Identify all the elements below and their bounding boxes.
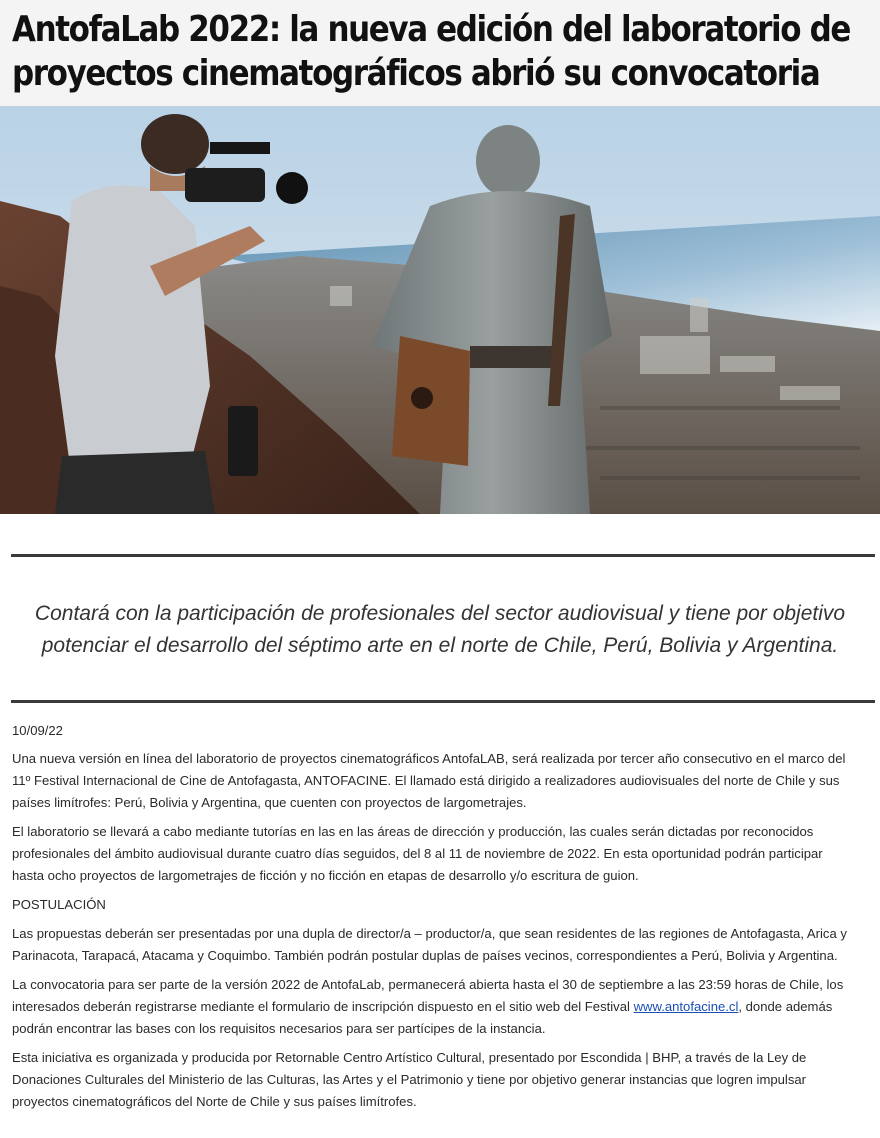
paragraph-line: Esta iniciativa es organizada y producida por Retornable Centro Artístico Cultural, presentado por Escondida | BHP, a través de la Ley de [12,1050,807,1065]
paragraph-line: La convocatoria para ser parte de la versión 2022 de AntofaLab, permanecerá abierta hasta el 30 de septiembre a las 23:59 horas de Chile, los [12,977,844,992]
paragraph-line: profesionales del ámbito audiovisual durante cuatro días seguidos, del 8 al 11 de noviembre de 2022. En esta oportunidad podrán participar [12,846,823,861]
title-bar [0,0,880,106]
line-text: , donde además [738,999,833,1014]
article-lede [12,598,868,662]
paragraph-line: proyectos cinematográficos del Norte de Chile y sus países limítrofes. [12,1094,417,1109]
article-title [12,8,851,96]
paragraph-line: podrán encontrar las bases con los requisitos necesarios para ser partícipes de la instancia. [12,1021,546,1036]
paragraph [12,974,872,1040]
paragraph-line: El laboratorio se llevará a cabo mediante tutorías en las en las áreas de dirección y producción, las cuales serán dictadas por reconocidos [12,824,814,839]
title-line: proyectos cinematográficos abrió su convocatoria [12,53,820,94]
lede-line: Contará con la participación de profesionales del sector audiovisual y tiene por objetivo [34,602,846,625]
paragraph-line: hasta ocho proyectos de largometrajes de ficción y no ficción en etapas de desarrollo y/o escritura de guion. [12,868,639,883]
lede-line: potenciar el desarrollo del séptimo arte en el norte de Chile, Perú, Bolivia y Argentina. [41,634,839,657]
paragraph [12,748,872,814]
title-line: AntofaLab 2022: la nueva edición del laboratorio de [12,9,851,50]
paragraph [12,1047,872,1113]
paragraph-line: Las propuestas deberán ser presentadas por una dupla de director/a – productor/a, que sean residentes de las regiones de Antofagasta, Arica y [12,926,847,941]
publish-date: 10/09/22 [12,723,63,738]
section-heading: POSTULACIÓN [12,897,106,912]
divider-top [11,554,875,557]
paragraph-line: Donaciones Culturales del Ministerio de las Culturas, las Artes y el Patrimonio y tiene por objetivo generar instancias que logren impulsar [12,1072,807,1087]
festival-website-link[interactable]: www.antofacine.cl [633,999,739,1014]
paragraph-line: países limítrofes: Perú, Bolivia y Argentina, que cuenten con proyectos de largometrajes. [12,795,527,810]
article-body [12,720,872,1120]
line-text: interesados deberán registrarse mediante el formulario de inscripción dispuesto en el sitio web del Festival [12,999,634,1014]
paragraph-line: Parinacota, Tarapacá, Atacama y Coquimbo. También podrán postular duplas de países vecinos, correspondientes a Perú, Bolivia y Argentina. [12,948,838,963]
paragraph-line [12,996,872,1018]
hero-photo [0,106,880,514]
paragraph-line: Una nueva versión en línea del laboratorio de proyectos cinematográficos AntofaLAB, será realizada por tercer año consecutivo en el marco del [12,751,846,766]
paragraph [12,821,872,887]
paragraph [12,923,872,967]
divider-bottom [11,700,875,703]
paragraph-line: 11º Festival Internacional de Cine de Antofagasta, ANTOFACINE. El llamado está dirigido a realizadores audiovisuales del norte de Chile y sus [12,773,840,788]
